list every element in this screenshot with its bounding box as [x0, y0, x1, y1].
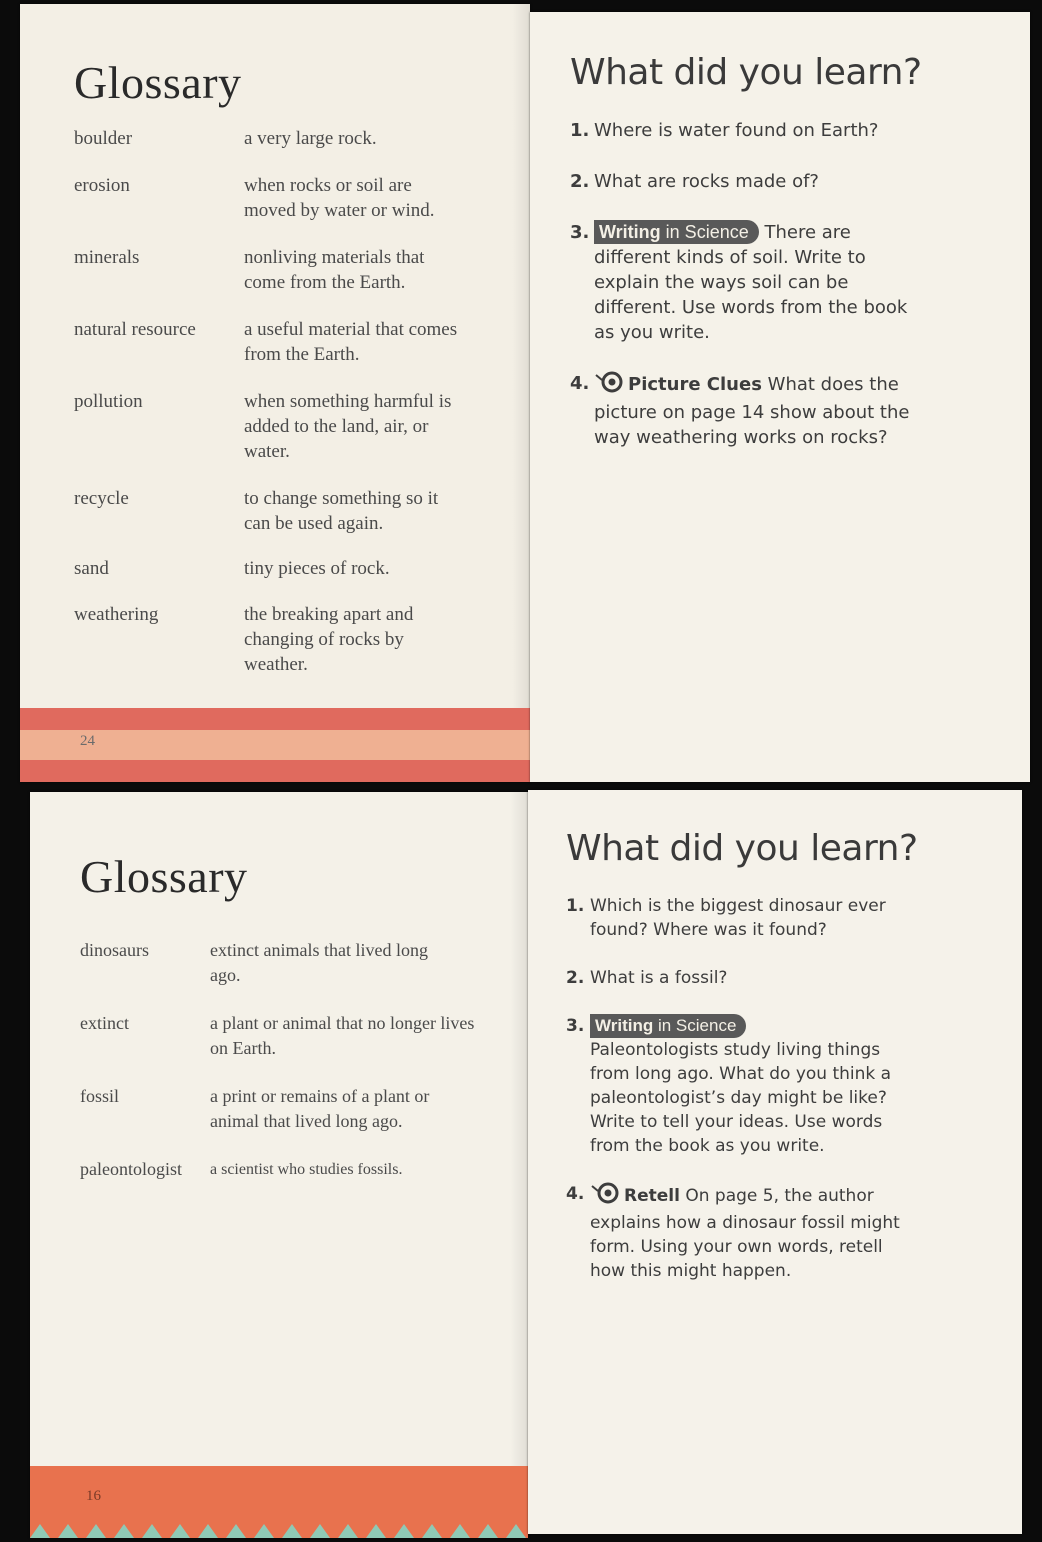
- glossary-definition: a useful material that comes from the Earth.: [244, 319, 458, 365]
- question-item: [570, 118, 920, 143]
- question-item: [570, 169, 920, 194]
- glossary-term: weathering: [74, 604, 159, 625]
- glossary-term: boulder: [74, 128, 133, 149]
- glossary-entry: [74, 602, 514, 677]
- glossary-term: fossil: [80, 1086, 120, 1106]
- glossary-definition: a plant or animal that no longer lives on Earth.: [210, 1013, 475, 1058]
- glossary-term: recycle: [74, 488, 129, 509]
- question-text: On page 5, the author explains how a dinosaur fossil might form. Using your own words, retell how this might happen.: [590, 1186, 900, 1281]
- question-number: 1.: [566, 896, 585, 916]
- glossary-entry: [74, 126, 514, 173]
- decor-band-pink-lower: [20, 760, 530, 782]
- page-number: 16: [86, 1488, 101, 1504]
- decor-triangles: [30, 1522, 528, 1538]
- glossary-term: dinosaurs: [80, 940, 149, 960]
- glossary-term: extinct: [80, 1013, 129, 1033]
- question-text: There are different kinds of soil. Write to explain the ways soil can be different. Use words from the book as you write.: [594, 222, 908, 343]
- glossary-definition: tiny pieces of rock.: [244, 558, 390, 579]
- glossary-definition: a scientist who studies fossils.: [210, 1161, 403, 1178]
- questions-list: [570, 118, 920, 450]
- page-number: 24: [80, 733, 95, 749]
- question-item: [566, 1182, 906, 1283]
- question-text: Which is the biggest dinosaur ever found? Where was it found?: [590, 896, 886, 940]
- glossary-entry: [74, 245, 514, 317]
- glossary-entry: [74, 173, 514, 245]
- glossary-definition: to change something so it can be used again.: [244, 488, 439, 534]
- glossary-definition: the breaking apart and changing of rocks by weather.: [244, 604, 414, 675]
- question-item: [566, 966, 906, 990]
- glossary-term: paleontologist: [80, 1159, 182, 1179]
- question-item: [566, 894, 906, 942]
- glossary-term: minerals: [74, 247, 140, 268]
- question-number: 2.: [570, 171, 590, 192]
- target-icon: [594, 371, 624, 400]
- question-text: Paleontologists study living things from long ago. What do you think a paleontologist’s day might be like? Write to tell your ideas. Use words from the book as you write.: [590, 1040, 892, 1156]
- glossary-definition: when something harmful is added to the land, air, or water.: [244, 391, 452, 462]
- glossary-definition: when rocks or soil are moved by water or wind.: [244, 175, 435, 221]
- glossary-entry: [80, 938, 510, 1011]
- questions-title: What did you learn?: [566, 828, 918, 869]
- question-text: Where is water found on Earth?: [594, 120, 879, 141]
- glossary-term: natural resource: [74, 319, 196, 340]
- book1-glossary-page: [20, 4, 530, 782]
- question-number: 4.: [570, 373, 590, 394]
- question-number: 1.: [570, 120, 590, 141]
- glossary-entry: [74, 556, 514, 602]
- glossary-entry: [74, 389, 514, 486]
- glossary-list: [80, 938, 510, 1197]
- glossary-definition: nonliving materials that come from the Earth.: [244, 247, 425, 293]
- glossary-definition: a very large rock.: [244, 128, 377, 149]
- glossary-definition: extinct animals that lived long ago.: [210, 940, 428, 985]
- decor-band-pink: [20, 708, 530, 730]
- spine-shadow: [510, 792, 528, 1538]
- question-text: What does the picture on page 14 show about the way weathering works on rocks?: [594, 374, 910, 448]
- book1-questions-page: [530, 12, 1030, 782]
- question-text: What are rocks made of?: [594, 171, 819, 192]
- question-item: [570, 220, 920, 345]
- glossary-entry: [80, 1011, 510, 1084]
- questions-list: [566, 894, 906, 1283]
- question-number: 2.: [566, 968, 585, 988]
- writing-in-science-badge: Writing in Science: [590, 1014, 746, 1038]
- glossary-term: pollution: [74, 391, 143, 412]
- glossary-entry: [80, 1084, 510, 1157]
- question-number: 3.: [570, 222, 590, 243]
- glossary-term: erosion: [74, 175, 130, 196]
- glossary-definition: a print or remains of a plant or animal that lived long ago.: [210, 1086, 430, 1131]
- spine-shadow: [512, 4, 530, 782]
- glossary-entry: [80, 1157, 510, 1197]
- glossary-title: Glossary: [80, 851, 248, 902]
- question-item: [566, 1014, 906, 1158]
- target-icon: [590, 1182, 620, 1211]
- writing-in-science-badge: Writing in Science: [594, 220, 759, 244]
- glossary-list: [74, 126, 514, 677]
- glossary-title: Glossary: [74, 57, 242, 108]
- question-item: [570, 371, 920, 450]
- glossary-entry: [74, 317, 514, 389]
- questions-title: What did you learn?: [570, 52, 922, 93]
- decor-band-peach: [20, 730, 530, 760]
- question-number: 4.: [566, 1184, 585, 1204]
- book2-glossary-page: [30, 792, 528, 1538]
- book2-questions-page: [528, 790, 1022, 1534]
- glossary-entry: [74, 486, 514, 556]
- question-number: 3.: [566, 1016, 585, 1036]
- question-lead: Picture Clues: [628, 374, 762, 395]
- glossary-term: sand: [74, 558, 109, 579]
- question-lead: Retell: [624, 1186, 680, 1206]
- question-text: What is a fossil?: [590, 968, 728, 988]
